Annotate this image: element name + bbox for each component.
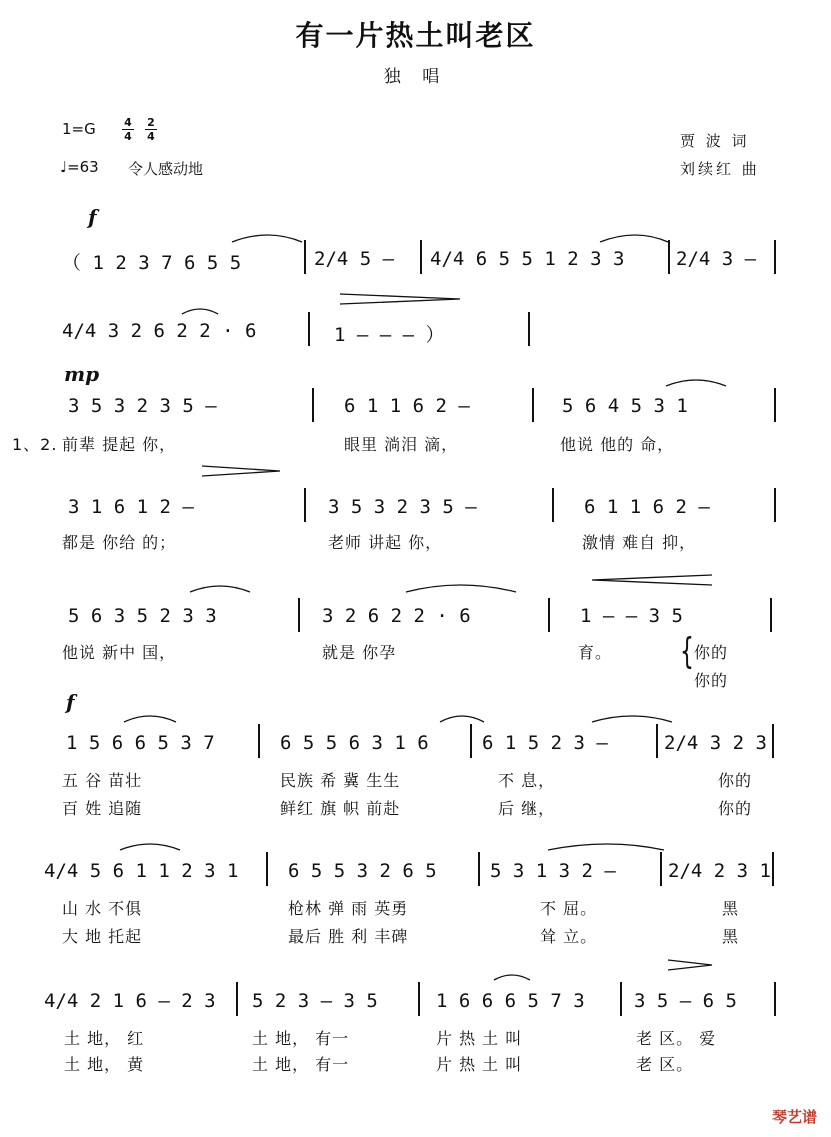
score-line-8-measure-1: 4/4 2 1 6 – 2 3 xyxy=(44,990,216,1012)
composer: 刘续红 曲 xyxy=(680,160,760,178)
lyrics-line-6-measure-1: 五 谷 苗壮 xyxy=(62,771,143,790)
score-line-3-measure-2: 6 1 1 6 2 – xyxy=(344,395,470,417)
score-line-8-measure-4: 3 5 – 6 5 xyxy=(634,990,737,1012)
slur xyxy=(124,716,176,722)
lyrics2-line-8-measure-1: 土 地， 黄 xyxy=(64,1055,145,1074)
score-line-4-measure-3: 6 1 1 6 2 – xyxy=(584,496,710,518)
brace: { xyxy=(680,632,695,673)
lyrics-line-4-measure-2: 老师 讲起 你， xyxy=(328,533,443,552)
lyrics-line-5-measure-3: 育。 xyxy=(578,643,613,662)
slur xyxy=(592,716,672,722)
lyrics2-line-8-measure-4: 老 区。 xyxy=(636,1055,694,1074)
lyrics-line-3-measure-1: 前辈 提起 你， xyxy=(62,435,177,454)
lyrics-line-8-measure-3: 片 热 土 叫 xyxy=(436,1029,523,1048)
score-line-4-measure-1: 3 1 6 1 2 – xyxy=(68,496,194,518)
score-line-5-measure-3: 1 – – 3 5 xyxy=(580,605,683,627)
slur xyxy=(494,975,530,980)
lyrics-line-5-measure-1: 他说 新中 国， xyxy=(62,643,177,662)
score-line-2-measure-2: 1 – – – ） xyxy=(334,324,445,346)
score-line-3-measure-1: 3 5 3 2 3 5 – xyxy=(68,395,217,417)
dynamic-mezzo-piano: mp xyxy=(64,362,100,386)
lyrics2-line-7-measure-1: 大 地 托起 xyxy=(62,927,143,946)
slur xyxy=(440,716,484,722)
score-line-1-measure-3: 4/4 6 5 5 1 2 3 3 xyxy=(430,248,625,270)
score-line-6-measure-3: 6 1 5 2 3 – xyxy=(482,732,608,754)
lyrics-line-6-measure-2: 民族 希 冀 生生 xyxy=(280,771,401,790)
score-line-8-measure-3: 1 6 6 6 5 7 3 xyxy=(436,990,585,1012)
lyrics-alt-1: 你的 xyxy=(694,643,729,662)
dynamic-forte: f xyxy=(88,205,97,229)
lyrics-line-8-measure-2: 土 地， 有一 xyxy=(252,1029,350,1048)
lyrics2-line-6-measure-4: 你的 xyxy=(718,799,753,818)
score-line-1-measure-1: （ 1 2 3 7 6 5 5 xyxy=(62,252,242,274)
score-line-6-measure-4: 2/4 3 2 3 xyxy=(664,732,767,754)
score-line-7-measure-3: 5 3 1 3 2 – xyxy=(490,860,616,882)
lyrics-line-7-measure-4: 黑 xyxy=(722,899,740,918)
slur xyxy=(190,586,250,592)
lyrics2-line-7-measure-3: 耸 立。 xyxy=(540,927,598,946)
score-line-7-measure-2: 6 5 5 3 2 6 5 xyxy=(288,860,437,882)
score-line-5-measure-1: 5 6 3 5 2 3 3 xyxy=(68,605,217,627)
lyrics-line-8-measure-4: 老 区。 爱 xyxy=(636,1029,717,1048)
score-line-8-measure-2: 5 2 3 – 3 5 xyxy=(252,990,378,1012)
score-line-6-measure-1: 1 5 6 6 5 3 7 xyxy=(66,732,215,754)
score-line-2-measure-1: 4/4 3 2 6 2 2 · 6 xyxy=(62,320,257,342)
time-signature-2-4: 2 4 xyxy=(145,117,157,142)
lyrics-line-3-measure-2: 眼里 淌泪 滴， xyxy=(344,435,459,454)
score-line-3-measure-3: 5 6 4 5 3 1 xyxy=(562,395,688,417)
expression-marking: 令人感动地 xyxy=(128,160,204,178)
dynamic-forte-2: f xyxy=(66,690,75,714)
slur xyxy=(600,235,668,242)
key-signature: 1=G xyxy=(62,120,96,138)
decrescendo-hairpin xyxy=(668,960,712,970)
lyrics2-line-8-measure-3: 片 热 土 叫 xyxy=(436,1055,523,1074)
crescendo-hairpin xyxy=(592,575,712,585)
slur xyxy=(182,309,218,314)
verse-label: 1、2. xyxy=(12,435,58,454)
tempo-marking: ♩=63 xyxy=(60,158,99,176)
lyrics-line-7-measure-2: 枪林 弹 雨 英勇 xyxy=(288,899,409,918)
slur xyxy=(548,844,664,850)
slur xyxy=(666,380,726,386)
lyrics-line-8-measure-1: 土 地， 红 xyxy=(64,1029,145,1048)
watermark-logo: 琴艺谱 xyxy=(771,1108,817,1126)
score-line-7-measure-4: 2/4 2 3 1 xyxy=(668,860,771,882)
lyrics2-line-6-measure-2: 鲜红 旗 帜 前赴 xyxy=(280,799,401,818)
lyrics2-line-7-measure-4: 黑 xyxy=(722,927,740,946)
lyrics-line-6-measure-3: 不 息， xyxy=(498,771,556,790)
lyricist: 贾 波 词 xyxy=(680,132,750,150)
score-line-1-measure-4: 2/4 3 – xyxy=(676,248,757,270)
lyrics2-line-6-measure-3: 后 继， xyxy=(498,799,556,818)
slur xyxy=(406,585,516,592)
lyrics-line-3-measure-3: 他说 他的 命， xyxy=(560,435,675,454)
lyrics-line-7-measure-3: 不 屈。 xyxy=(540,899,598,918)
subtitle: 独 唱 xyxy=(383,67,448,87)
slur xyxy=(120,844,180,850)
decrescendo-hairpin xyxy=(340,294,460,304)
lyrics2-line-8-measure-2: 土 地， 有一 xyxy=(252,1055,350,1074)
score-line-4-measure-2: 3 5 3 2 3 5 – xyxy=(328,496,477,518)
lyrics-line-4-measure-3: 激情 难自 抑， xyxy=(582,533,697,552)
score-line-1-measure-2: 2/4 5 – xyxy=(314,248,395,270)
lyrics-line-4-measure-1: 都是 你给 的； xyxy=(62,533,177,552)
score-line-5-measure-2: 3 2 6 2 2 · 6 xyxy=(322,605,471,627)
score-line-6-measure-2: 6 5 5 6 3 1 6 xyxy=(280,732,429,754)
time-signature-4-4: 4 4 xyxy=(122,117,134,142)
page-title: 有一片热土叫老区 xyxy=(295,19,536,52)
lyrics-line-5-measure-2: 就是 你孕 xyxy=(322,643,397,662)
decrescendo-hairpin xyxy=(202,466,280,476)
lyrics-alt-2: 你的 xyxy=(694,671,729,690)
score-line-7-measure-1: 4/4 5 6 1 1 2 3 1 xyxy=(44,860,239,882)
lyrics-line-6-measure-4: 你的 xyxy=(718,771,753,790)
lyrics2-line-7-measure-2: 最后 胜 利 丰碑 xyxy=(288,927,409,946)
lyrics-line-7-measure-1: 山 水 不俱 xyxy=(62,899,143,918)
slur xyxy=(232,235,302,242)
lyrics2-line-6-measure-1: 百 姓 追随 xyxy=(62,799,143,818)
